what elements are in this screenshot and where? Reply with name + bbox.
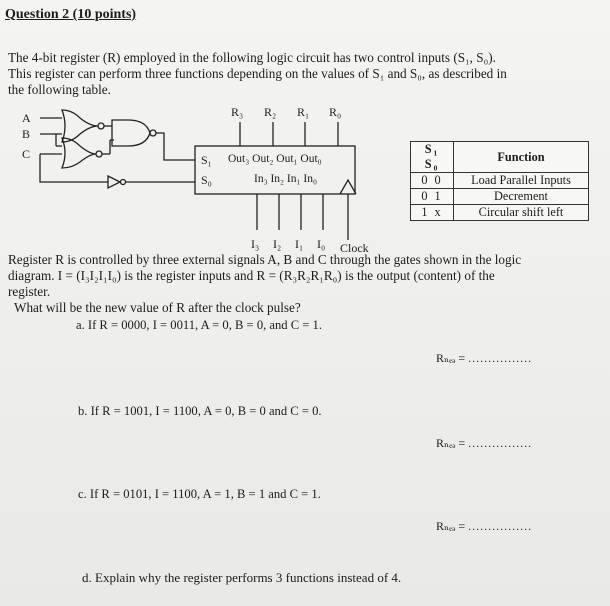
header-function: Function bbox=[454, 142, 589, 173]
row-function: Decrement bbox=[454, 189, 589, 205]
input-i0-label: I₀ bbox=[317, 237, 326, 251]
row-select: 1 x bbox=[411, 205, 454, 221]
answer-label: Rₙₑₔ = bbox=[436, 519, 466, 533]
table-row bbox=[411, 189, 589, 205]
register-out-row: Out₃ Out₂ Out₁ Out₀ bbox=[228, 153, 322, 165]
row-select: 0 1 bbox=[411, 189, 454, 205]
register-in-row: In₃ In₂ In₁ In₀ bbox=[254, 173, 317, 185]
body-line-1: Register R is controlled by three external signals A, B and C through the gates shown in the logic bbox=[8, 252, 522, 267]
input-i2-label: I₂ bbox=[273, 237, 282, 251]
answer-blank: ................ bbox=[468, 351, 533, 365]
body-line-4: What will be the new value of R after the clock pulse? bbox=[14, 300, 301, 315]
table-row bbox=[411, 173, 589, 189]
answer-label: Rₙₑₔ = bbox=[436, 351, 466, 365]
intro-line-2: This register can perform three functions depending on the values of S₁ and S₀, as described in bbox=[8, 66, 507, 81]
output-r3-label: R₃ bbox=[231, 105, 244, 119]
input-a-label: A bbox=[22, 111, 31, 125]
intro-line-3: the following table. bbox=[8, 82, 111, 97]
answer-blank: ................ bbox=[468, 436, 533, 450]
body-line-2: diagram. I = (I₃I₂I₁I₀) is the register inputs and R = (R₃R₂R₁R₀) is the output (content) of the bbox=[8, 268, 495, 283]
part-a: a. If R = 0000, I = 0011, A = 0, B = 0, and C = 1. bbox=[76, 318, 322, 332]
clock-label: Clock bbox=[340, 241, 369, 255]
row-function: Circular shift left bbox=[454, 205, 589, 221]
answer-b bbox=[436, 436, 532, 451]
table-header-row bbox=[411, 142, 589, 173]
select-s1-label: S₁ bbox=[201, 153, 212, 167]
answer-c bbox=[436, 519, 532, 534]
header-select: S₁ S₀ bbox=[411, 142, 454, 173]
output-r0-label: R₀ bbox=[329, 105, 342, 119]
output-r2-label: R₂ bbox=[264, 105, 277, 119]
part-d: d. Explain why the register performs 3 functions instead of 4. bbox=[82, 570, 402, 585]
input-b-label: B bbox=[22, 127, 31, 141]
output-r1-label: R₁ bbox=[297, 105, 310, 119]
answer-label: Rₙₑₔ = bbox=[436, 436, 466, 450]
input-i3-label: I₃ bbox=[251, 237, 260, 251]
question-title: Question 2 (10 points) bbox=[5, 7, 137, 22]
body-line-3: register. bbox=[8, 284, 51, 299]
part-b: b. If R = 1001, I = 1100, A = 0, B = 0 and C = 0. bbox=[78, 404, 322, 418]
input-c-label: C bbox=[22, 147, 31, 161]
answer-a bbox=[436, 351, 532, 366]
select-s0-label: S₀ bbox=[201, 173, 212, 187]
table-row bbox=[411, 205, 589, 221]
row-select: 0 0 bbox=[411, 173, 454, 189]
logic-circuit-diagram bbox=[0, 100, 405, 260]
part-c: c. If R = 0101, I = 1100, A = 1, B = 1 and C = 1. bbox=[78, 487, 321, 501]
intro-line-1: The 4-bit register (R) employed in the following logic circuit has two control inputs (S₁, S₀). bbox=[8, 50, 496, 65]
function-table bbox=[410, 141, 589, 221]
input-i1-label: I₁ bbox=[295, 237, 304, 251]
row-function: Load Parallel Inputs bbox=[454, 173, 589, 189]
answer-blank: ................ bbox=[468, 519, 533, 533]
